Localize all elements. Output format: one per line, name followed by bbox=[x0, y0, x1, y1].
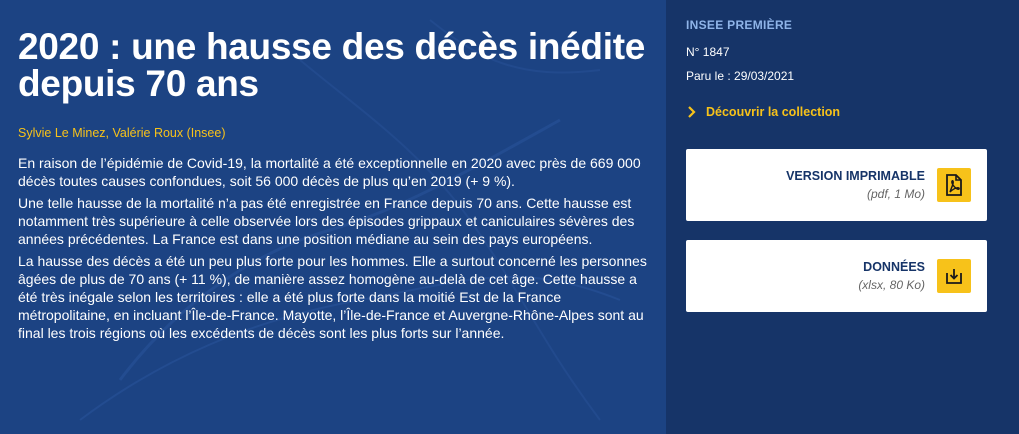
print-version-download[interactable] bbox=[686, 149, 987, 221]
data-download-button[interactable] bbox=[937, 259, 971, 293]
issue-number: N° 1847 bbox=[686, 45, 730, 59]
data-download[interactable] bbox=[686, 240, 987, 312]
print-version-text bbox=[786, 169, 925, 201]
pdf-download-icon bbox=[943, 173, 965, 197]
page-title: 2020 : une hausse des décès inédite depuis 70 ans bbox=[18, 26, 646, 104]
summary-paragraph-3: La hausse des décès a été un peu plus forte pour les hommes. Elle a surtout concerné les personnes âgées de plus de 70 ans (+ 11 %), de manière assez homogène au-delà de cet âge. Cette hausse a été très inégale selon les territoires : elle a été plus forte dans la moitié Est de la France métropolitaine, en incluant l’Île-de-France. Mayotte, l’Île-de-France et Auvergne-Rhône-Alpes sont au final les trois régions où les excédents de décès sont les plus forts sur l’année. bbox=[18, 253, 647, 341]
data-download-format: (xlsx, 80 Ko) bbox=[858, 278, 925, 292]
chevron-right-icon bbox=[686, 106, 698, 118]
data-download-icon bbox=[945, 267, 963, 285]
publication-sidebar bbox=[666, 0, 1019, 434]
print-version-format: (pdf, 1 Mo) bbox=[866, 187, 925, 201]
publication-date: Paru le : 29/03/2021 bbox=[686, 69, 795, 83]
discover-collection-label: Découvrir la collection bbox=[706, 105, 841, 119]
data-download-title: DONNÉES bbox=[863, 260, 925, 274]
authors: Sylvie Le Minez, Valérie Roux (Insee) bbox=[18, 126, 226, 140]
print-version-title: VERSION IMPRIMABLE bbox=[786, 169, 925, 183]
data-download-text bbox=[858, 260, 925, 292]
series-label: INSEE PREMIÈRE bbox=[686, 18, 793, 32]
pdf-download-button[interactable] bbox=[937, 168, 971, 202]
summary-paragraph-1: En raison de l’épidémie de Covid-19, la mortalité a été exceptionnelle en 2020 avec près de 669 000 décès toutes causes confondues, soit 56 000 décès de plus qu’en 2019 (+ 9 %). bbox=[18, 155, 641, 189]
summary-paragraph-2: Une telle hausse de la mortalité n’a pas été enregistrée en France depuis 70 ans. Cette hausse est notamment très supérieure à celle observée lors des épisodes grippaux et caniculaires sévères des années précédentes. La France est dans une position médiane au sein des pays européens. bbox=[18, 195, 635, 247]
discover-collection-link[interactable] bbox=[686, 105, 987, 119]
